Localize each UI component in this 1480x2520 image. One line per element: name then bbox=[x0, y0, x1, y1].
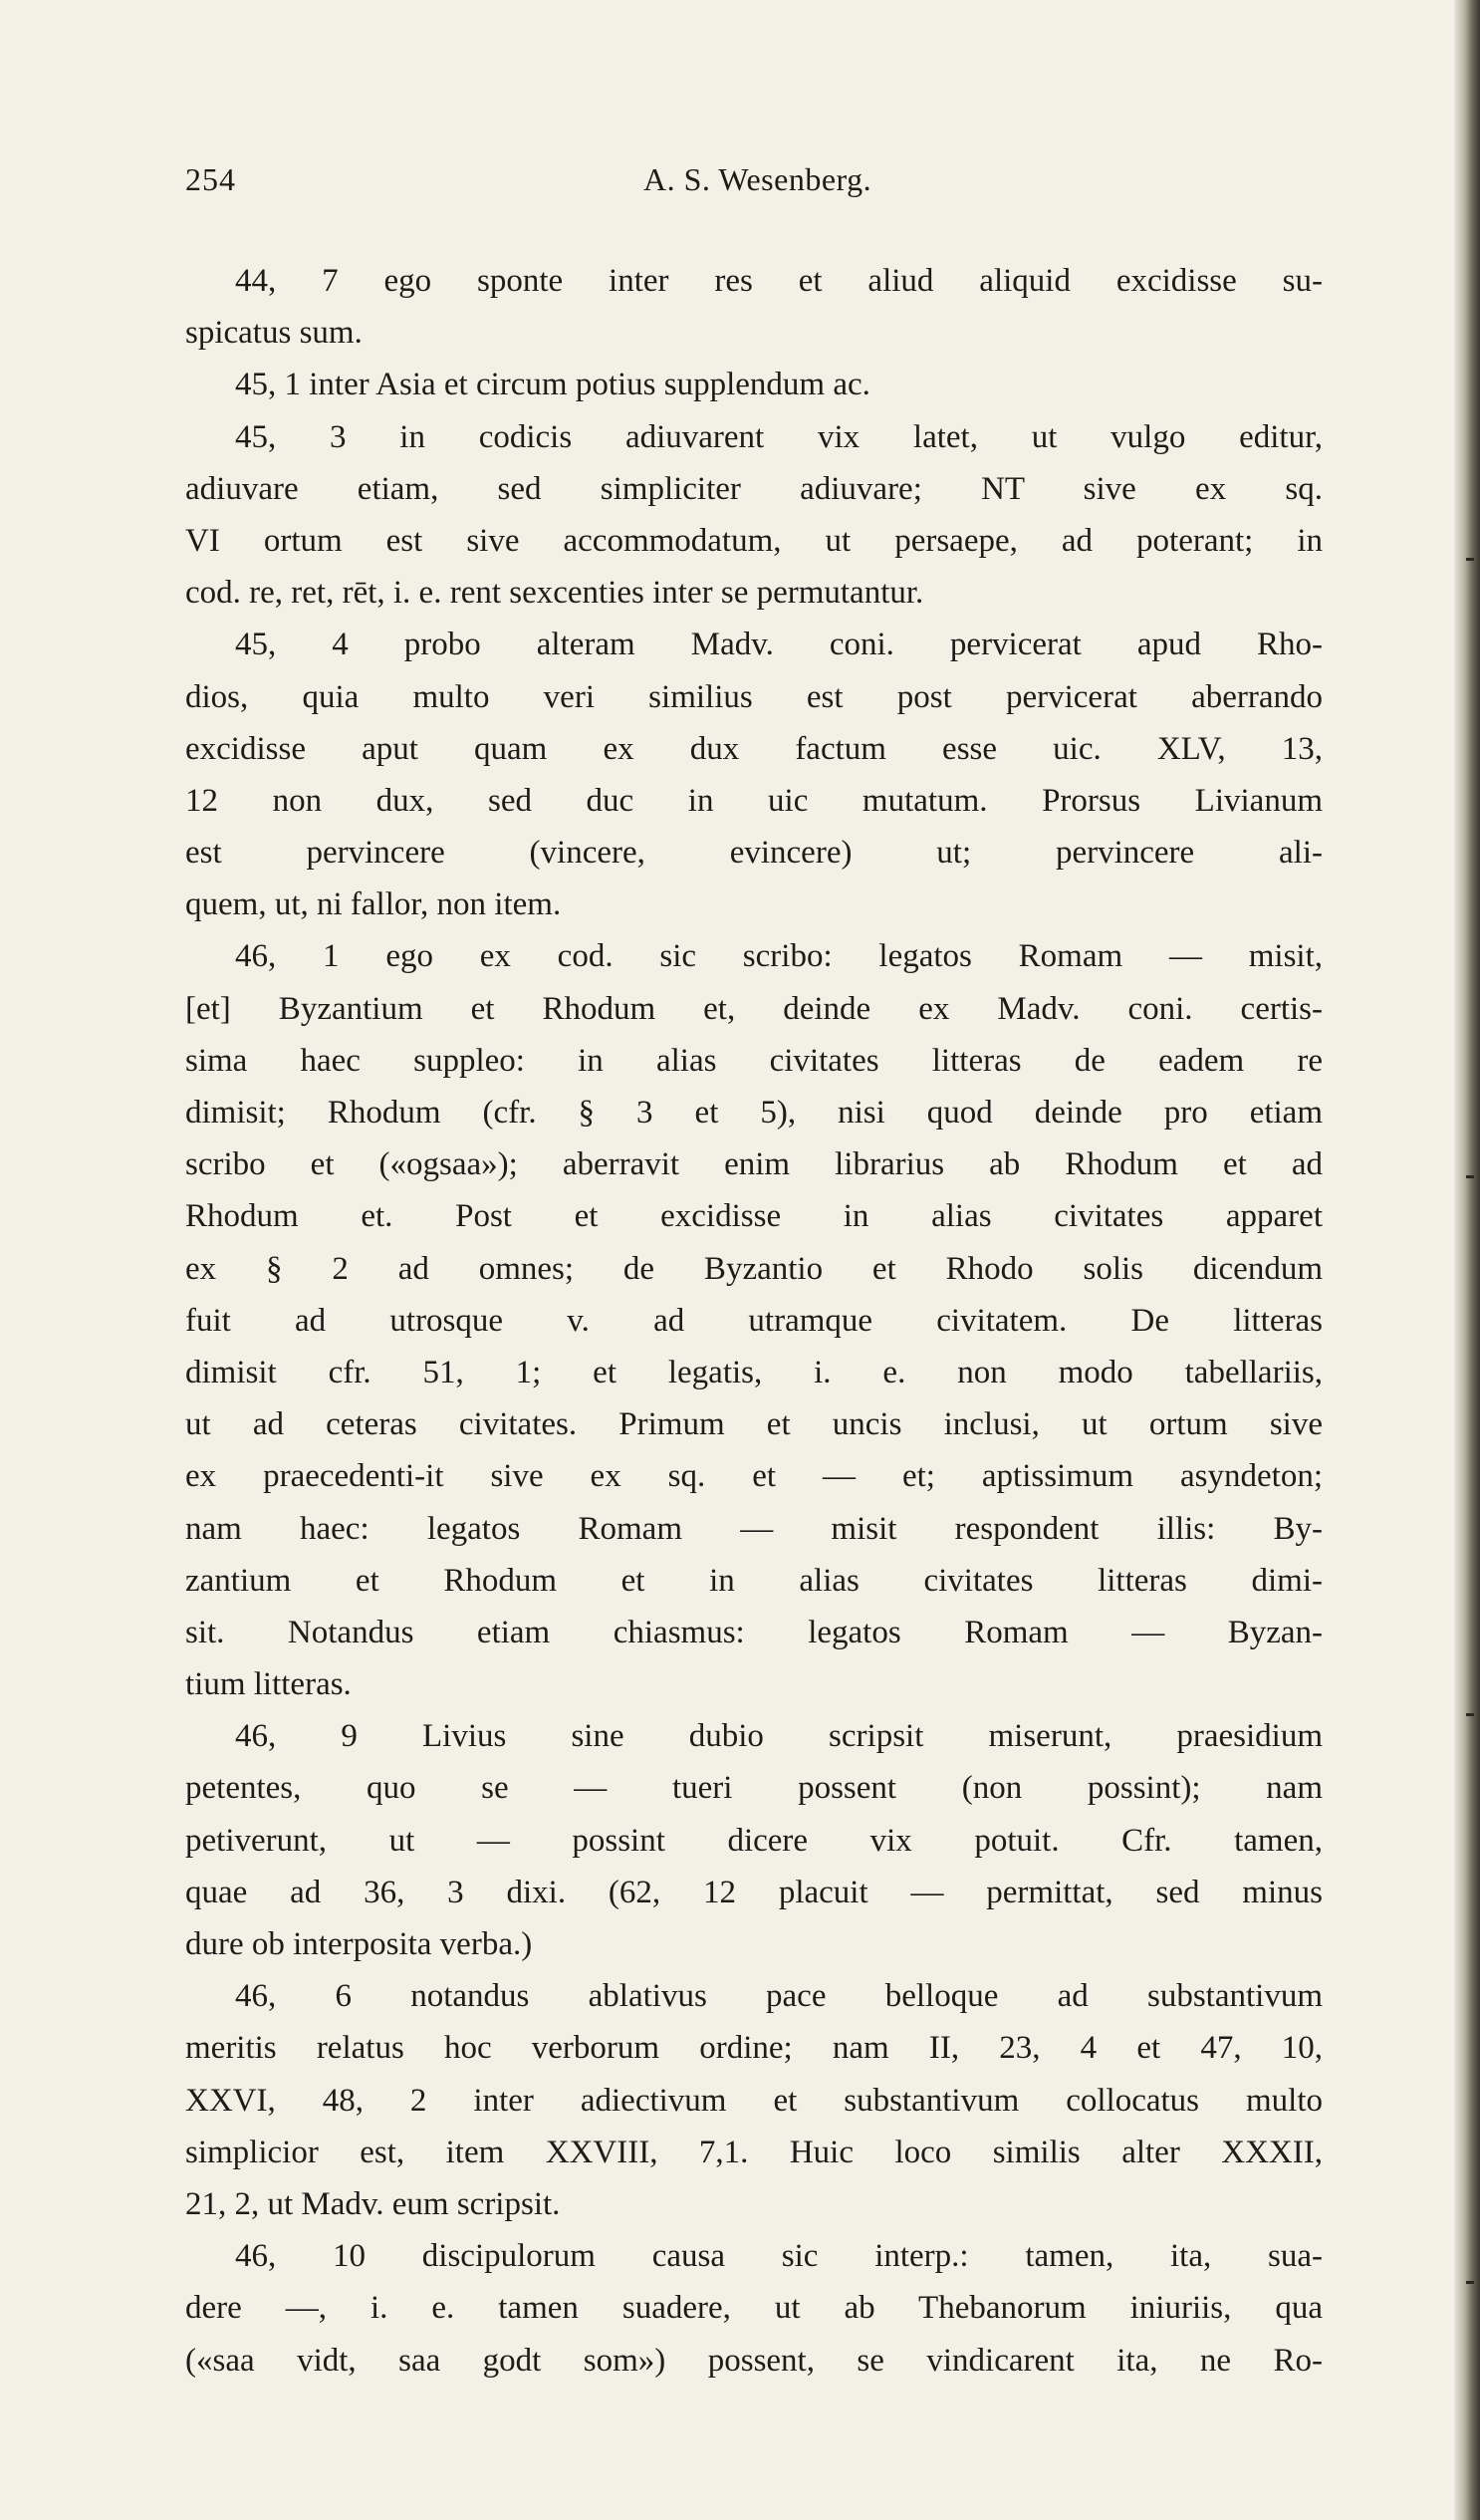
text-line: scribo et («ogsaa»); aberravit enim librarius ab Rhodum et ad bbox=[185, 1146, 1323, 1183]
edge-mark bbox=[1466, 1713, 1474, 1716]
text-line: zantium et Rhodum et in alias civitates litteras dimi- bbox=[185, 1562, 1323, 1599]
text-line: petiverunt, ut — possint dicere vix potuit. Cfr. tamen, bbox=[185, 1822, 1323, 1859]
text-line: fuit ad utrosque v. ad utramque civitatem. De litteras bbox=[185, 1302, 1323, 1339]
text-line: 45, 1 inter Asia et circum potius supplendum ac. bbox=[235, 367, 870, 403]
text-line: XXVI, 48, 2 inter adiectivum et substantivum collocatus multo bbox=[185, 2082, 1323, 2119]
text-line: est pervincere (vincere, evincere) ut; pervincere ali- bbox=[185, 835, 1323, 872]
text-line: adiuvare etiam, sed simpliciter adiuvare; NT sive ex sq. bbox=[185, 470, 1323, 507]
edge-mark bbox=[1466, 2281, 1474, 2284]
text-line: dere —, i. e. tamen suadere, ut ab Thebanorum iniuriis, qua bbox=[185, 2290, 1323, 2327]
text-line: spicatus sum. bbox=[185, 315, 363, 352]
text-line: dimisit cfr. 51, 1; et legatis, i. e. non modo tabellariis, bbox=[185, 1354, 1323, 1390]
text-line: meritis relatus hoc verborum ordine; nam II, 23, 4 et 47, 10, bbox=[185, 2030, 1323, 2067]
text-line: sit. Notandus etiam chiasmus: legatos Romam — Byzan- bbox=[185, 1614, 1323, 1650]
text-line: quem, ut, ni fallor, non item. bbox=[185, 886, 562, 923]
text-line: 46, 10 discipulorum causa sic interp.: tamen, ita, sua- bbox=[235, 2238, 1323, 2275]
text-line: ex praecedenti-it sive ex sq. et — et; aptissimum asyndeton; bbox=[185, 1458, 1323, 1495]
text-line: 46, 9 Livius sine dubio scripsit miserunt, praesidium bbox=[235, 1718, 1323, 1755]
text-line: dure ob interposita verba.) bbox=[185, 1926, 533, 1962]
text-line: [et] Byzantium et Rhodum et, deinde ex Madv. coni. certis- bbox=[185, 990, 1323, 1027]
text-line: dimisit; Rhodum (cfr. § 3 et 5), nisi quod deinde pro etiam bbox=[185, 1095, 1323, 1131]
text-line: 21, 2, ut Madv. eum scripsit. bbox=[185, 2185, 561, 2222]
text-line: VI ortum est sive accommodatum, ut persaepe, ad poterant; in bbox=[185, 522, 1323, 559]
running-head: A. S. Wesenberg. bbox=[643, 161, 872, 197]
body-text bbox=[185, 255, 1323, 2387]
text-line: 46, 6 notandus ablativus pace belloque ad substantivum bbox=[235, 1978, 1323, 2015]
text-line: tium litteras. bbox=[185, 1666, 352, 1703]
text-line: ut ad ceteras civitates. Primum et uncis inclusi, ut ortum sive bbox=[185, 1406, 1323, 1443]
text-line: 45, 4 probo alteram Madv. coni. pervicerat apud Rho- bbox=[235, 627, 1323, 663]
edge-mark bbox=[1466, 558, 1474, 561]
text-line: 45, 3 in codicis adiuvarent vix latet, ut vulgo editur, bbox=[235, 418, 1323, 455]
text-line: Rhodum et. Post et excidisse in alias civitates apparet bbox=[185, 1198, 1323, 1235]
page-header bbox=[185, 161, 1311, 205]
page-number: 254 bbox=[185, 161, 236, 197]
text-line: 44, 7 ego sponte inter res et aliud aliquid excidisse su- bbox=[235, 263, 1323, 299]
text-line: («saa vidt, saa godt som») possent, se vindicarent ita, ne Ro- bbox=[185, 2342, 1323, 2379]
text-line: ex § 2 ad omnes; de Byzantio et Rhodo solis dicendum bbox=[185, 1250, 1323, 1287]
text-line: nam haec: legatos Romam — misit respondent illis: By- bbox=[185, 1510, 1323, 1547]
text-line: 46, 1 ego ex cod. sic scribo: legatos Romam — misit, bbox=[235, 938, 1323, 975]
text-line: 12 non dux, sed duc in uic mutatum. Prorsus Livianum bbox=[185, 782, 1323, 819]
text-line: dios, quia multo veri similius est post pervicerat aberrando bbox=[185, 678, 1323, 715]
text-line: petentes, quo se — tueri possent (non possint); nam bbox=[185, 1770, 1323, 1807]
page-edge-shadow bbox=[1454, 0, 1480, 2520]
text-line: cod. re, ret, rēt, i. e. rent sexcenties inter se permutantur. bbox=[185, 575, 924, 612]
text-line: excidisse aput quam ex dux factum esse uic. XLV, 13, bbox=[185, 730, 1323, 767]
edge-mark bbox=[1466, 1175, 1474, 1178]
text-line: sima haec suppleo: in alias civitates litteras de eadem re bbox=[185, 1042, 1323, 1079]
text-line: quae ad 36, 3 dixi. (62, 12 placuit — permittat, sed minus bbox=[185, 1874, 1323, 1910]
text-line: simplicior est, item XXVIII, 7,1. Huic loco similis alter XXXII, bbox=[185, 2134, 1323, 2170]
